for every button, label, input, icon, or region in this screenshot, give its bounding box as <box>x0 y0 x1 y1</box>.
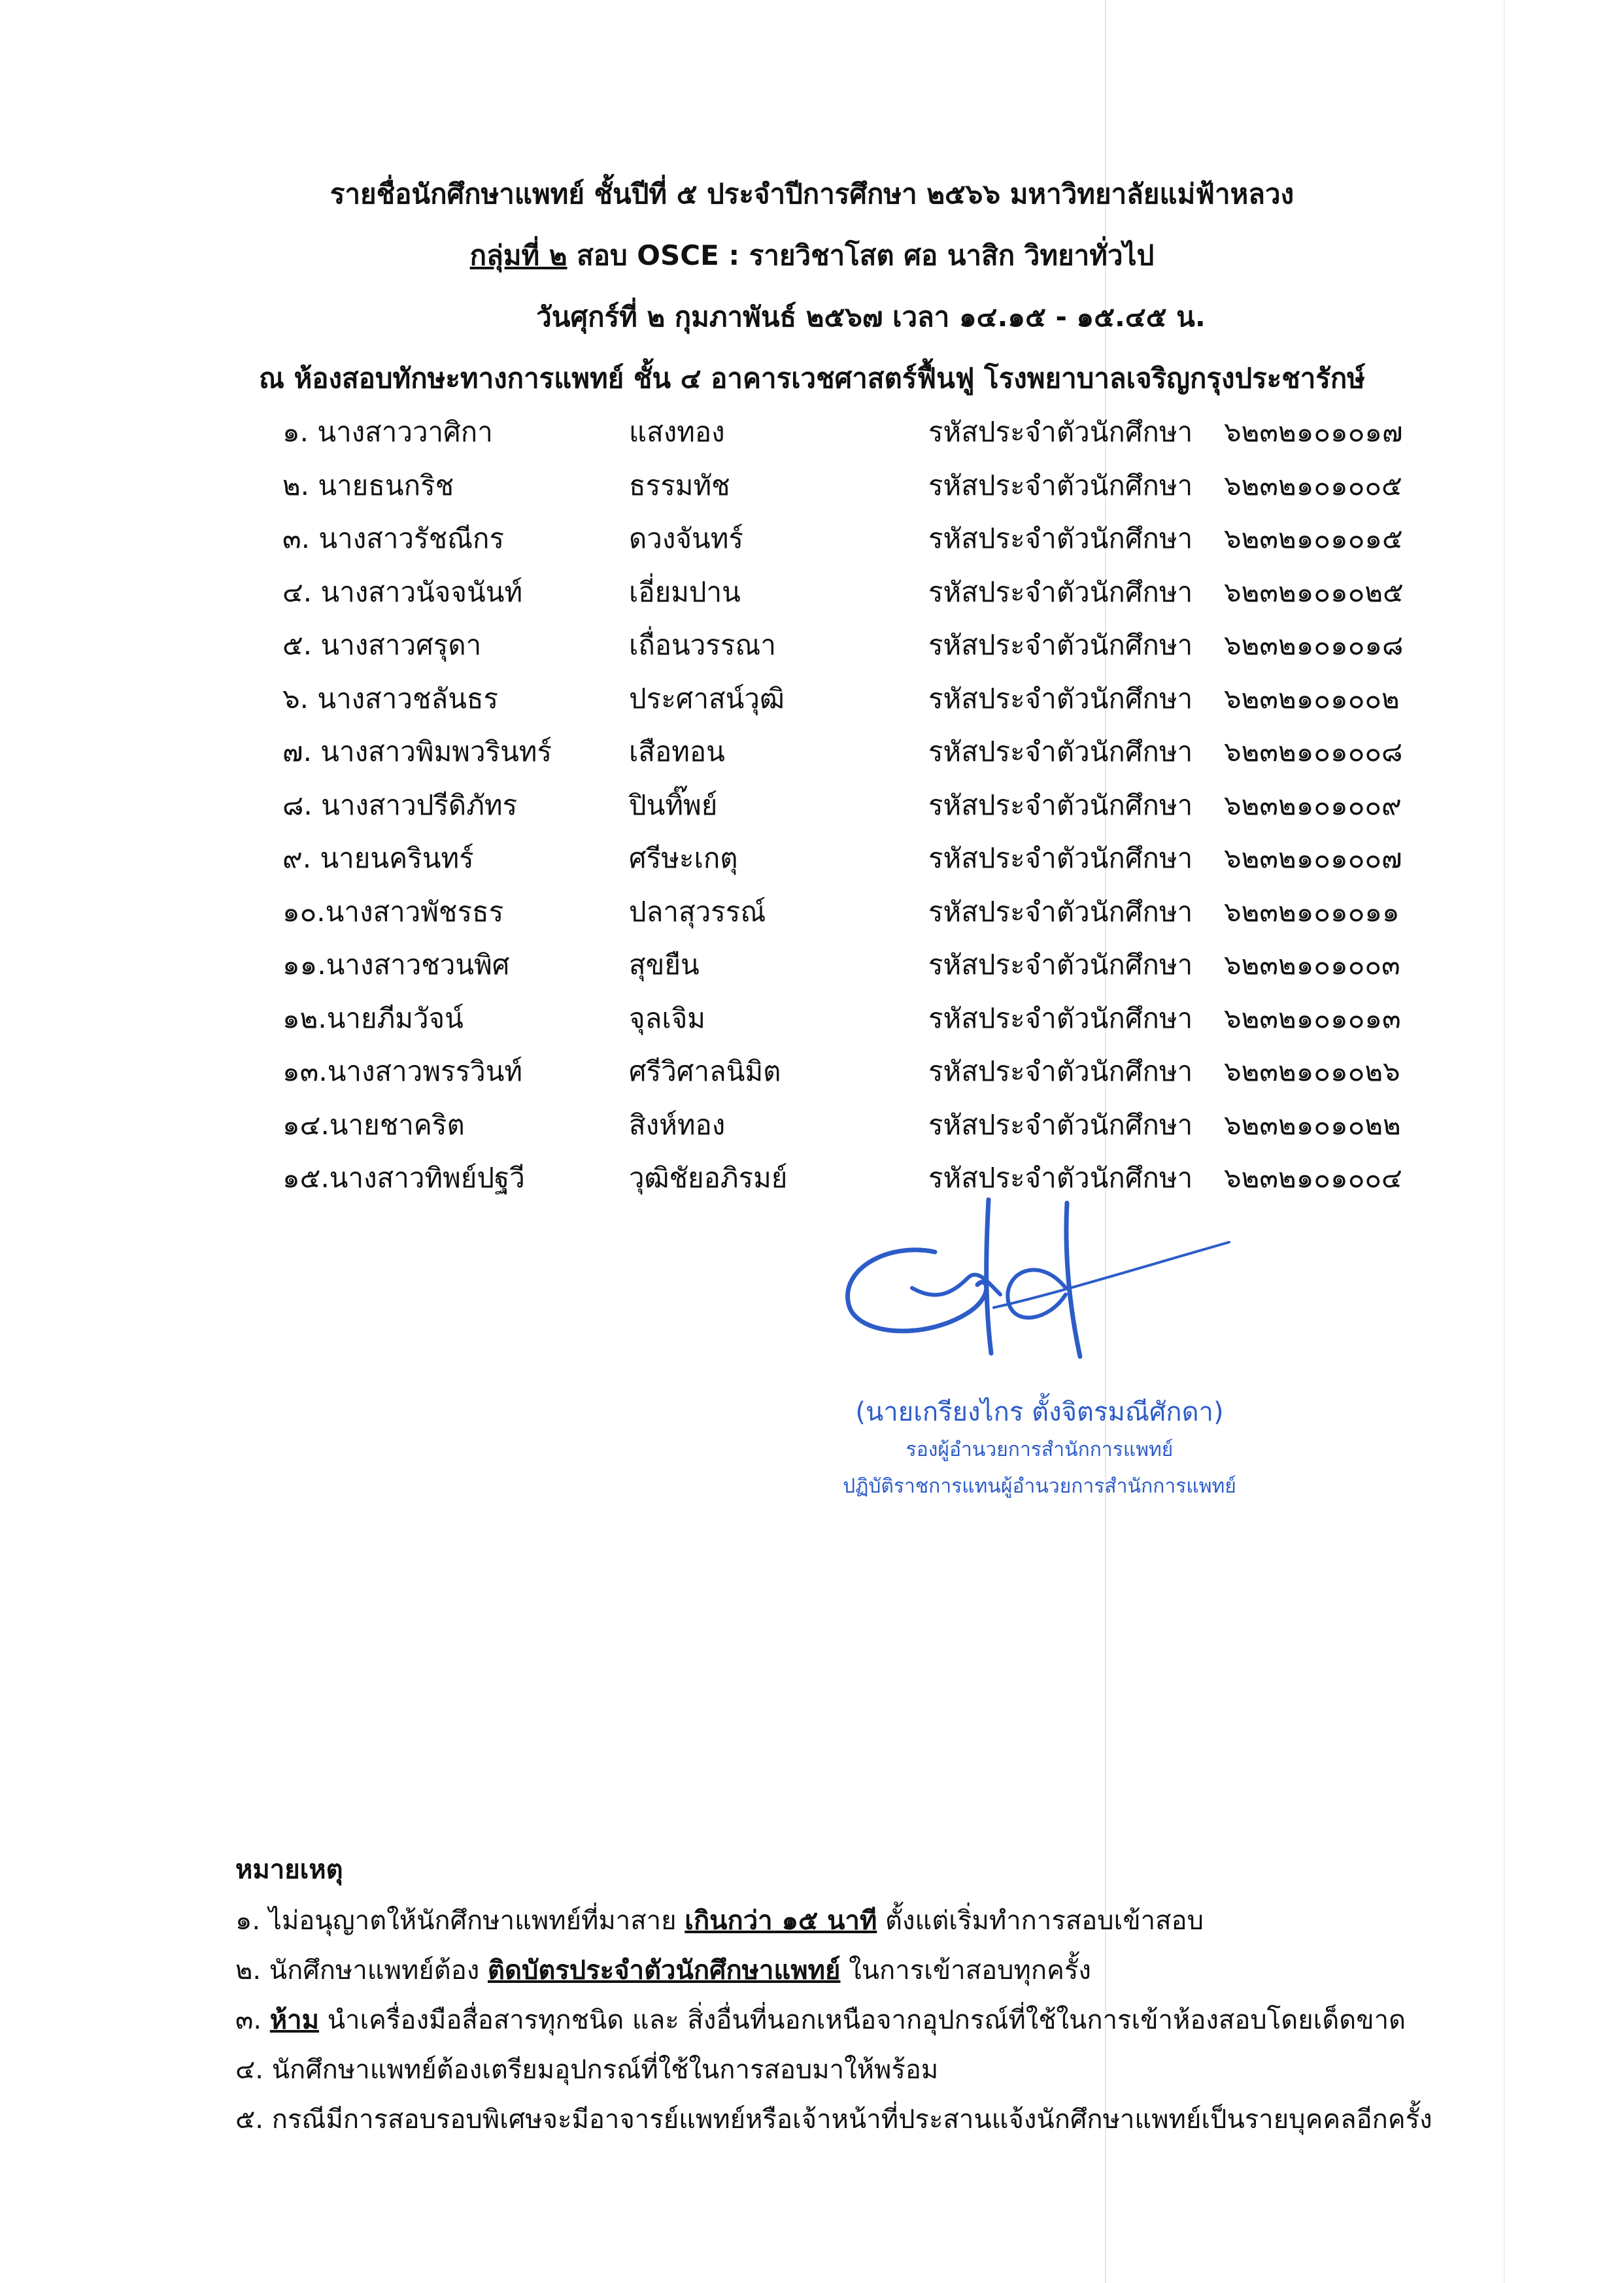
student-id-label: รหัสประจำตัวนักศึกษา <box>928 736 1193 768</box>
student-id: ๖๒๓๒๑๐๑๐๑๑ <box>1224 895 1400 928</box>
student-surname: ปินทิ๊พย์ <box>629 788 718 821</box>
student-id-label: รหัสประจำตัวนักศึกษา <box>928 469 1193 501</box>
student-name: ๓. นางสาวรัชณีกร <box>282 522 505 554</box>
student-row <box>282 405 1433 459</box>
student-name: ๑. นางสาววาศิกา <box>282 416 493 448</box>
student-row <box>282 832 1433 885</box>
remark-text: ตั้งแต่เริ่มทำการสอบเข้าสอบ <box>877 1906 1204 1936</box>
header-title: รายชื่อนักศึกษาแพทย์ ชั้นปีที่ ๕ ประจำปีการศึกษา ๒๕๖๖ มหาวิทยาลัยแม่ฟ้าหลวง <box>330 178 1294 210</box>
student-name: ๕. นางสาวศรุดา <box>282 629 482 661</box>
exam-subject: สอบ OSCE : รายวิชาโสต ศอ นาสิก วิทยาทั่วไป <box>567 239 1155 271</box>
header-exam-line <box>0 225 1624 286</box>
student-name: ๗. นางสาวพิมพวรินทร์ <box>282 736 552 768</box>
remark-item: ๕. กรณีมีการสอบรอบพิเศษจะมีอาจารย์แพทย์หรือเจ้าหน้าที่ประสานแจ้งนักศึกษาแพทย์เป็นรายบุคคลอีกครั้ง <box>235 2105 1432 2135</box>
student-name: ๑๑.นางสาวชวนพิศ <box>282 949 510 981</box>
student-surname: แสงทอง <box>629 416 725 448</box>
student-id-label: รหัสประจำตัวนักศึกษา <box>928 416 1193 448</box>
remark-item <box>235 1896 1530 1946</box>
student-name: ๑๕.นางสาวทิพย์ปฐวี <box>282 1162 525 1194</box>
student-name: ๘. นางสาวปรีดิภัทร <box>282 788 518 821</box>
signer-name: (นายเกรียงไกร ตั้งจิตรมณีศักดา) <box>855 1397 1224 1427</box>
remarks-title: หมายเหตุ <box>235 1855 343 1885</box>
document-header <box>0 163 1624 409</box>
student-row <box>282 672 1433 726</box>
student-row <box>282 459 1433 513</box>
student-row <box>282 1045 1433 1098</box>
student-surname: ศรีษะเกตุ <box>629 842 738 874</box>
student-surname: ปลาสุวรรณ์ <box>629 895 766 928</box>
remark-emphasis: ห้าม <box>269 2005 319 2035</box>
remark-emphasis: เกินกว่า ๑๕ นาที <box>685 1906 877 1936</box>
student-id-label: รหัสประจำตัวนักศึกษา <box>928 1055 1193 1087</box>
student-name: ๙. นายนครินทร์ <box>282 842 474 874</box>
student-surname: ศรีวิศาลนิมิต <box>629 1055 781 1087</box>
student-row <box>282 566 1433 619</box>
student-id-label: รหัสประจำตัวนักศึกษา <box>928 788 1193 821</box>
student-id: ๖๒๓๒๑๐๑๐๐๘ <box>1224 736 1403 768</box>
student-row <box>282 992 1433 1045</box>
student-name: ๔. นางสาวนัจจนันท์ <box>282 575 523 608</box>
student-id-label: รหัสประจำตัวนักศึกษา <box>928 629 1193 661</box>
header-date-time: วันศุกร์ที่ ๒ กุมภาพันธ์ ๒๕๖๗ เวลา ๑๔.๑๕ - ๑๕.๔๕ น. <box>536 301 1206 333</box>
remark-item <box>235 1995 1530 2045</box>
handwritten-signature <box>837 1196 1242 1393</box>
student-id-label: รหัสประจำตัวนักศึกษา <box>928 1108 1193 1141</box>
student-surname: สุขยืน <box>629 949 700 981</box>
student-id-label: รหัสประจำตัวนักศึกษา <box>928 949 1193 981</box>
student-surname: เอี่ยมปาน <box>629 575 741 608</box>
signer-acting-position: ปฏิบัติราชการแทนผู้อำนวยการสำนักการแพทย์ <box>843 1475 1236 1498</box>
student-surname: ประศาสน์วุฒิ <box>629 682 785 715</box>
student-row <box>282 725 1433 779</box>
student-surname: วุฒิชัยอภิรมย์ <box>629 1162 788 1194</box>
student-id: ๖๒๓๒๑๐๑๐๑๘ <box>1224 629 1404 661</box>
student-surname: ธรรมทัช <box>629 469 730 501</box>
student-id-label: รหัสประจำตัวนักศึกษา <box>928 522 1193 554</box>
student-id: ๖๒๓๒๑๐๑๐๑๓ <box>1224 1002 1401 1034</box>
student-row <box>282 618 1433 672</box>
student-name: ๑๓.นางสาวพรรวินท์ <box>282 1055 523 1087</box>
student-id-label: รหัสประจำตัวนักศึกษา <box>928 575 1193 608</box>
student-id: ๖๒๓๒๑๐๑๐๒๕ <box>1224 575 1404 608</box>
student-surname: เถื่อนวรรณา <box>629 629 776 661</box>
header-venue: ณ ห้องสอบทักษะทางการแพทย์ ชั้น ๔ อาคารเวชศาสตร์ฟื้นฟู โรงพยาบาลเจริญกรุงประชารักษ์ <box>259 362 1365 394</box>
student-id: ๖๒๓๒๑๐๑๐๐๕ <box>1224 469 1402 501</box>
student-id: ๖๒๓๒๑๐๑๐๒๒ <box>1224 1108 1401 1141</box>
remark-emphasis: ติดบัตรประจำตัวนักศึกษาแพทย์ <box>488 1955 841 1986</box>
student-id: ๖๒๓๒๑๐๑๐๑๗ <box>1224 416 1403 448</box>
student-id-label: รหัสประจำตัวนักศึกษา <box>928 1162 1193 1194</box>
remark-text: นำเครื่องมือสื่อสารทุกชนิด และ สิ่งอื่นที่นอกเหนือจากอุปกรณ์ที่ใช้ในการเข้าห้องสอบโดยเด็ดขาด <box>318 2005 1406 2035</box>
student-id: ๖๒๓๒๑๐๑๐๐๙ <box>1224 788 1402 821</box>
student-row <box>282 938 1433 992</box>
student-surname: เสือทอน <box>629 736 725 768</box>
student-row <box>282 1098 1433 1152</box>
student-id: ๖๒๓๒๑๐๑๐๐๔ <box>1224 1162 1402 1194</box>
group-label: กลุ่มที่ ๒ <box>469 239 567 271</box>
student-roster <box>282 405 1433 1205</box>
student-name: ๑๔.นายชาคริต <box>282 1108 465 1141</box>
student-surname: สิงห์ทอง <box>629 1108 726 1141</box>
student-name: ๖. นางสาวชลันธร <box>282 682 499 715</box>
student-name: ๒. นายธนกริช <box>282 469 454 501</box>
student-name: ๑๒.นายภีมวัจน์ <box>282 1002 464 1034</box>
remark-item: ๔. นักศึกษาแพทย์ต้องเตรียมอุปกรณ์ที่ใช้ในการสอบมาให้พร้อม <box>235 2055 939 2085</box>
remark-text: ในการเข้าสอบทุกครั้ง <box>840 1955 1091 1986</box>
student-id-label: รหัสประจำตัวนักศึกษา <box>928 842 1193 874</box>
signer-block <box>758 1393 1321 1505</box>
remark-text: ๑. ไม่อนุญาตให้นักศึกษาแพทย์ที่มาสาย <box>235 1906 685 1936</box>
student-id: ๖๒๓๒๑๐๑๐๐๓ <box>1224 949 1400 981</box>
signer-position: รองผู้อำนวยการสำนักการแพทย์ <box>905 1438 1174 1461</box>
student-id: ๖๒๓๒๑๐๑๐๑๕ <box>1224 522 1403 554</box>
student-surname: จุลเจิม <box>629 1002 705 1034</box>
remark-text: ๒. นักศึกษาแพทย์ต้อง <box>235 1955 488 1986</box>
student-name: ๑๐.นางสาวพัชรธร <box>282 895 504 928</box>
student-id-label: รหัสประจำตัวนักศึกษา <box>928 895 1193 928</box>
remarks-section <box>235 1844 1530 2144</box>
remark-item <box>235 1946 1530 1995</box>
student-row <box>282 779 1433 832</box>
student-id: ๖๒๓๒๑๐๑๐๐๒ <box>1224 682 1400 715</box>
student-id: ๖๒๓๒๑๐๑๐๒๖ <box>1224 1055 1400 1087</box>
student-id: ๖๒๓๒๑๐๑๐๐๗ <box>1224 842 1402 874</box>
student-row <box>282 512 1433 566</box>
student-surname: ดวงจันทร์ <box>629 522 743 554</box>
student-id-label: รหัสประจำตัวนักศึกษา <box>928 1002 1193 1034</box>
student-id-label: รหัสประจำตัวนักศึกษา <box>928 682 1193 715</box>
student-row <box>282 885 1433 939</box>
remark-text: ๓. <box>235 2005 270 2035</box>
